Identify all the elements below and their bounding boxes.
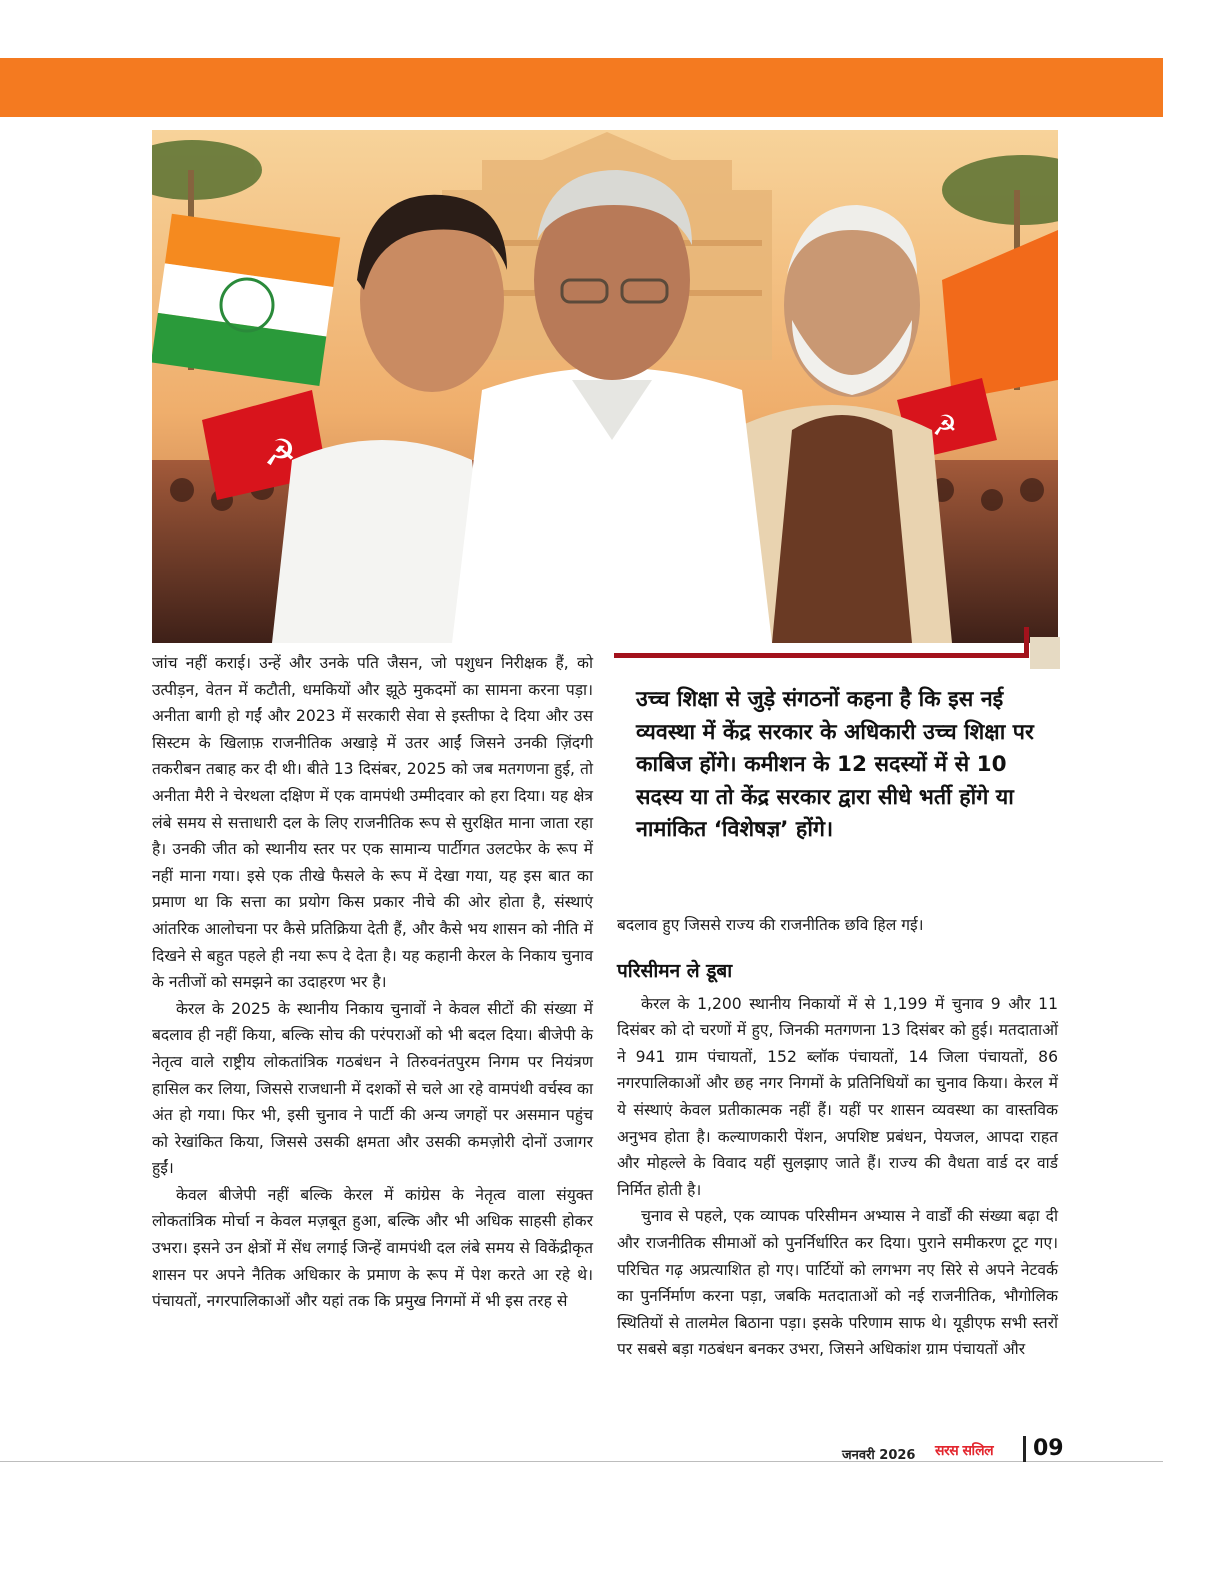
issue-date: जनवरी 2026 <box>842 1448 916 1463</box>
right-column <box>617 912 1058 1363</box>
left-column <box>152 650 593 1315</box>
page-number: 09 <box>1033 1436 1064 1461</box>
article-paragraph: बदलाव हुए जिससे राज्य की राजनीतिक छवि हिल गई। <box>617 916 924 934</box>
magazine-logo: सरस सलिल <box>935 1443 994 1459</box>
cover-photo-illustration <box>152 130 1058 643</box>
svg-text:☭: ☭ <box>932 409 958 442</box>
pull-quote: उच्च शिक्षा से जुड़े संगठनों कहना है कि इस नई व्यवस्था में केंद्र सरकार के अधिकारी उच्च शिक्षा पर काबिज होंगे। कमीशन के 12 सदस्यों में से 10 सदस्य या तो केंद्र सरकार द्वारा सीधे भर्ती होंगे या नामांकित ‘विशेषज्ञ’ होंगे। <box>636 687 1034 842</box>
article-paragraph: चुनाव से पहले, एक व्यापक परिसीमन अभ्यास ने वार्डों की संख्या बढ़ा दी और राजनीतिक सीमाओं को पुनर्निर्धारित कर दिया। पुराने समीकरण टूट गए। परिचित गढ़ अप्रत्याशित हो गए। पार्टियों को लगभग नए सिरे से अपने नेटवर्क का पुनर्निर्माण करना पड़ा, जबकि मतदाताओं को नई राजनीतिक, भौगोलिक स्थितियों से तालमेल बिठाना पड़ा। इसके परिणाम साफ थे। यूडीएफ सभी स्तरों पर सबसे बड़ा गठबंधन बनकर उभरा, जिसने अधिकांश ग्राम पंचायतों और <box>617 1207 1058 1359</box>
header-color-band <box>0 58 1163 117</box>
congress-flag <box>152 214 340 386</box>
article-paragraph: केरल के 1,200 स्थानीय निकायों में से 1,199 में चुनाव 9 और 11 दिसंबर को दो चरणों में हुए, जिनकी मतगणना 13 दिसंबर को हुई। मतदाताओं ने 941 ग्राम पंचायतों, 152 ब्लॉक पंचायतों, 14 जिला पंचायतों, 86 नगरपालिकाओं और छह नगर निगमों के प्रतिनिधियों का चुनाव किया। केरल में ये संस्थाएं केवल प्रतीकात्मक नहीं हैं। यहीं पर शासन व्यवस्था का वास्तविक अनुभव होता है। कल्याणकारी पेंशन, अपशिष्ट प्रबंधन, पेयजल, आपदा राहत और मोहल्ले के विवाद यहीं सुलझाए जाते हैं। राज्य की वैधता वार्ड दर वार्ड निर्मित होती है। <box>617 994 1058 1199</box>
cover-photo <box>152 130 1058 643</box>
article-paragraph: जांच नहीं कराई। उन्हें और उनके पति जैसन, जो पशुधन निरीक्षक हैं, को उत्पीड़न, वेतन में कटौती, धमकियों और झूठे मुकदमों का सामना करना पड़ा। अनीता बागी हो गईं और 2023 में सरकारी सेवा से इस्तीफा दे दिया और उस सिस्टम के खिलाफ़ राजनीतिक अखाड़े में उतर आईं जिसने उनकी ज़िंदगी तकरीबन तबाह कर दी थी। बीते 13 दिसंबर, 2025 को जब मतगणना हुई, तो अनीता मैरी ने चेरथला दक्षिण में एक वामपंथी उम्मीदवार को हरा दिया। यह क्षेत्र लंबे समय से सत्ताधारी दल के लिए राजनीतिक रूप से सुरक्षित माना जाता रहा है। उनकी जीत को स्थानीय स्तर पर एक सामान्य पार्टीगत उलटफेर के रूप में नहीं माना गया। इसे एक तीखे फैसले के रूप में देखा गया, यह इस बात का प्रमाण था कि सत्ता का प्रयोग किस प्रकार नीचे की ओर होता है, संस्थाएं आंतरिक आलोचना पर कैसे प्रतिक्रिया देती हैं, और कैसे भय शासन को नीति में दिखने से बहुत पहले ही नया रूप दे देता है। यह कहानी केरल के निकाय चुनाव के नतीजों को समझने का उदाहरण भर है। <box>152 654 593 992</box>
article-paragraph: केवल बीजेपी नहीं बल्कि केरल में कांग्रेस के नेतृत्व वाला संयुक्त लोकतांत्रिक मोर्चा न केवल मज़बूत हुआ, बल्कि और भी अधिक साहसी होकर उभरा। इसने उन क्षेत्रों में सेंध लगाई जिन्हें वामपंथी दल लंबे समय से विकेंद्रीकृत शासन पर अपने नैतिक अधिकार के प्रमाण के रूप में पेश करते आ रहे थे। पंचायतों, नगरपालिकाओं और यहां तक कि प्रमुख निगमों में भी इस तरह से <box>152 1185 593 1311</box>
section-subheading: परिसीमन ले डूबा <box>617 959 733 982</box>
footer-separator <box>1023 1436 1026 1462</box>
footer-divider <box>0 1461 1163 1462</box>
svg-text:☭: ☭ <box>264 433 297 474</box>
pull-quote-frame <box>614 627 1060 669</box>
article-paragraph: केरल के 2025 के स्थानीय निकाय चुनावों ने केवल सीटों की संख्या में बदलाव ही नहीं किया, बल्कि सोच की परंपराओं को भी बदल दिया। बीजेपी के नेतृत्व वाले राष्ट्रीय लोकतांत्रिक गठबंधन ने तिरुवनंतपुरम निगम पर नियंत्रण हासिल कर लिया, जिससे राजधानी में दशकों से चले आ रहे वामपंथी वर्चस्व का अंत हो गया। फिर भी, इसी चुनाव ने पार्टी की अन्य जगहों पर असमान पहुंच को रेखांकित किया, जिससे उसकी क्षमता और उसकी कमज़ोरी दोनों उजागर हुईं। <box>152 999 593 1178</box>
